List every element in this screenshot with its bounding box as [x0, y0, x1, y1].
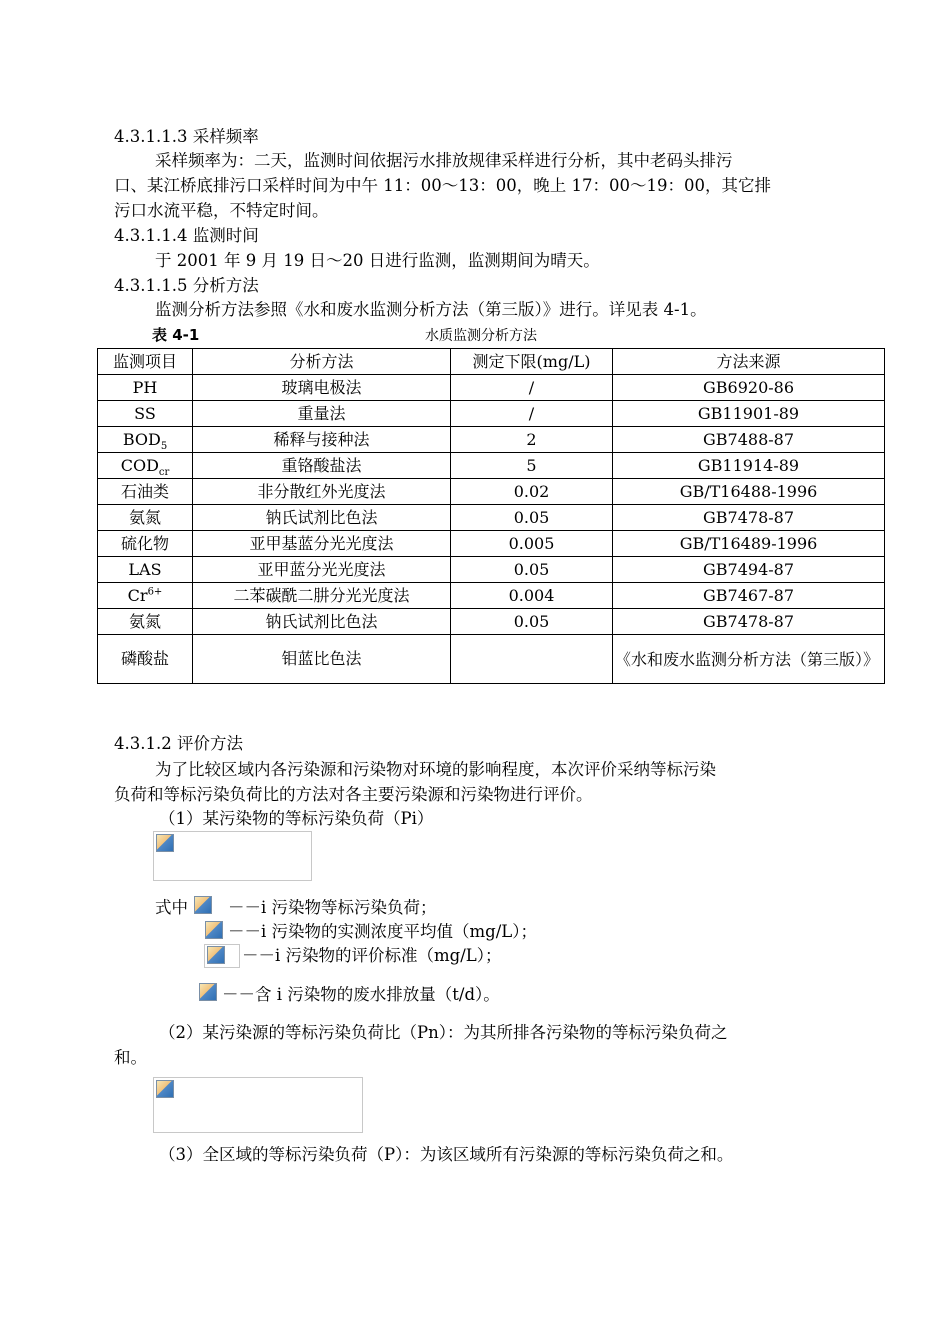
cell-item: 硫化物	[98, 531, 193, 557]
paragraph-line: 和。	[114, 1048, 147, 1067]
cell-source: GB7467-87	[613, 583, 885, 609]
section-heading-sampling-frequency: 4.3.1.1.3 采样频率	[114, 127, 259, 146]
cell-item: PH	[98, 375, 193, 401]
analysis-method-table	[97, 348, 885, 684]
cell-limit: 0.02	[451, 479, 613, 505]
table-row	[98, 375, 885, 401]
definition-line: －－i 污染物的评价标准（mg/L）；	[242, 946, 502, 965]
broken-image-icon	[156, 834, 174, 852]
table-header-cell: 分析方法	[193, 349, 451, 375]
item-subscript: 5	[160, 440, 168, 452]
paragraph-line: 污口水流平稳，不特定时间。	[114, 201, 329, 220]
formula-image-frame	[153, 1077, 363, 1133]
definition-line: －－i 污染物的实测浓度平均值（mg/L）；	[228, 922, 537, 941]
item-superscript: 6+	[147, 586, 163, 598]
cell-source: GB6920-86	[613, 375, 885, 401]
cell-limit: 0.05	[451, 557, 613, 583]
cell-source: GB11914-89	[613, 453, 885, 479]
broken-image-icon	[194, 896, 212, 914]
cell-source: GB/T16488-1996	[613, 479, 885, 505]
paragraph-line: 负荷和等标污染负荷比的方法对各主要污染源和污染物进行评价。	[114, 785, 593, 804]
cell-method: 重铬酸盐法	[193, 453, 451, 479]
section-heading-evaluation-method: 4.3.1.2 评价方法	[114, 734, 243, 753]
broken-image-icon	[207, 946, 225, 964]
cell-item: 氨氮	[98, 505, 193, 531]
list-item-3: （3）全区域的等标污染负荷（P）：为该区域所有污染源的等标污染负荷之和。	[159, 1145, 734, 1164]
cell-limit: 0.005	[451, 531, 613, 557]
cell-item: LAS	[98, 557, 193, 583]
cell-limit: 0.05	[451, 609, 613, 635]
cell-method: 钠氏试剂比色法	[193, 609, 451, 635]
cell-limit: /	[451, 375, 613, 401]
cell-limit: 0.05	[451, 505, 613, 531]
table-row	[98, 479, 885, 505]
table-caption: 水质监测分析方法	[425, 328, 537, 344]
list-item-2: （2）某污染源的等标污染负荷比（Pn）：为其所排各污染物的等标污染负荷之	[159, 1023, 728, 1042]
table-row	[98, 505, 885, 531]
table-header-cell: 测定下限(mg/L)	[451, 349, 613, 375]
item-base: BOD	[122, 429, 161, 449]
cell-source: GB7488-87	[613, 427, 885, 453]
cell-item: 氨氮	[98, 609, 193, 635]
section-heading-monitoring-time: 4.3.1.1.4 监测时间	[114, 226, 259, 245]
cell-method: 重量法	[193, 401, 451, 427]
table-header-row	[98, 349, 885, 375]
cell-limit: 5	[451, 453, 613, 479]
table-row	[98, 609, 885, 635]
cell-method: 玻璃电极法	[193, 375, 451, 401]
table-row	[98, 427, 885, 453]
table-row	[98, 453, 885, 479]
definition-line: －－含 i 污染物的废水排放量（t/d）。	[222, 985, 500, 1004]
cell-source: GB7494-87	[613, 557, 885, 583]
cell-method: 稀释与接种法	[193, 427, 451, 453]
paragraph-line: 口、某江桥底排污口采样时间为中午 11：00～13：00，晚上 17：00～19：00，其它排	[114, 176, 771, 195]
cell-item: 石油类	[98, 479, 193, 505]
paragraph-line: 采样频率为：二天，监测时间依据污水排放规律采样进行分析，其中老码头排污	[155, 151, 733, 170]
cell-method: 亚甲基蓝分光光度法	[193, 531, 451, 557]
cell-method: 二苯碳酰二肼分光光度法	[193, 583, 451, 609]
cell-method: 亚甲蓝分光光度法	[193, 557, 451, 583]
definition-line: －－i 污染物等标污染负荷；	[228, 898, 437, 917]
section-heading-analysis-method: 4.3.1.1.5 分析方法	[114, 276, 259, 295]
table-header-cell: 监测项目	[98, 349, 193, 375]
table-row	[98, 531, 885, 557]
cell-source: GB7478-87	[613, 505, 885, 531]
list-item-1: （1）某污染物的等标污染负荷（Pi）	[159, 809, 434, 828]
broken-image-icon	[199, 983, 217, 1001]
cell-source: GB7478-87	[613, 609, 885, 635]
cell-limit: 0.004	[451, 583, 613, 609]
broken-image-icon	[156, 1080, 174, 1098]
table-row	[98, 557, 885, 583]
table-row	[98, 635, 885, 684]
cell-item: 磷酸盐	[98, 635, 193, 684]
cell-limit	[451, 635, 613, 684]
table-row	[98, 401, 885, 427]
cell-method: 钼蓝比色法	[193, 635, 451, 684]
cell-item: SS	[98, 401, 193, 427]
item-subscript: cr	[158, 466, 170, 478]
where-prefix: 式中	[155, 898, 188, 917]
table-row	[98, 583, 885, 609]
formula-image-frame	[153, 831, 312, 881]
item-base: Cr	[127, 585, 148, 605]
table-header-cell: 方法来源	[613, 349, 885, 375]
paragraph-line: 于 2001 年 9 月 19 日～20 日进行监测，监测期间为晴天。	[155, 251, 600, 270]
broken-image-icon	[205, 921, 223, 939]
cell-method: 钠氏试剂比色法	[193, 505, 451, 531]
table-number: 表 4-1	[152, 326, 200, 344]
cell-item	[98, 427, 193, 453]
cell-source: 《水和废水监测分析方法（第三版）》	[613, 635, 885, 684]
paragraph-line: 监测分析方法参照《水和废水监测分析方法（第三版）》进行。详见表 4-1。	[155, 300, 707, 319]
cell-limit: 2	[451, 427, 613, 453]
cell-item	[98, 453, 193, 479]
cell-source: GB/T16489-1996	[613, 531, 885, 557]
paragraph-line: 为了比较区域内各污染源和污染物对环境的影响程度，本次评价采纳等标污染	[155, 760, 716, 779]
cell-limit: /	[451, 401, 613, 427]
cell-method: 非分散红外光度法	[193, 479, 451, 505]
cell-source: GB11901-89	[613, 401, 885, 427]
item-base: COD	[120, 455, 159, 475]
cell-item	[98, 583, 193, 609]
